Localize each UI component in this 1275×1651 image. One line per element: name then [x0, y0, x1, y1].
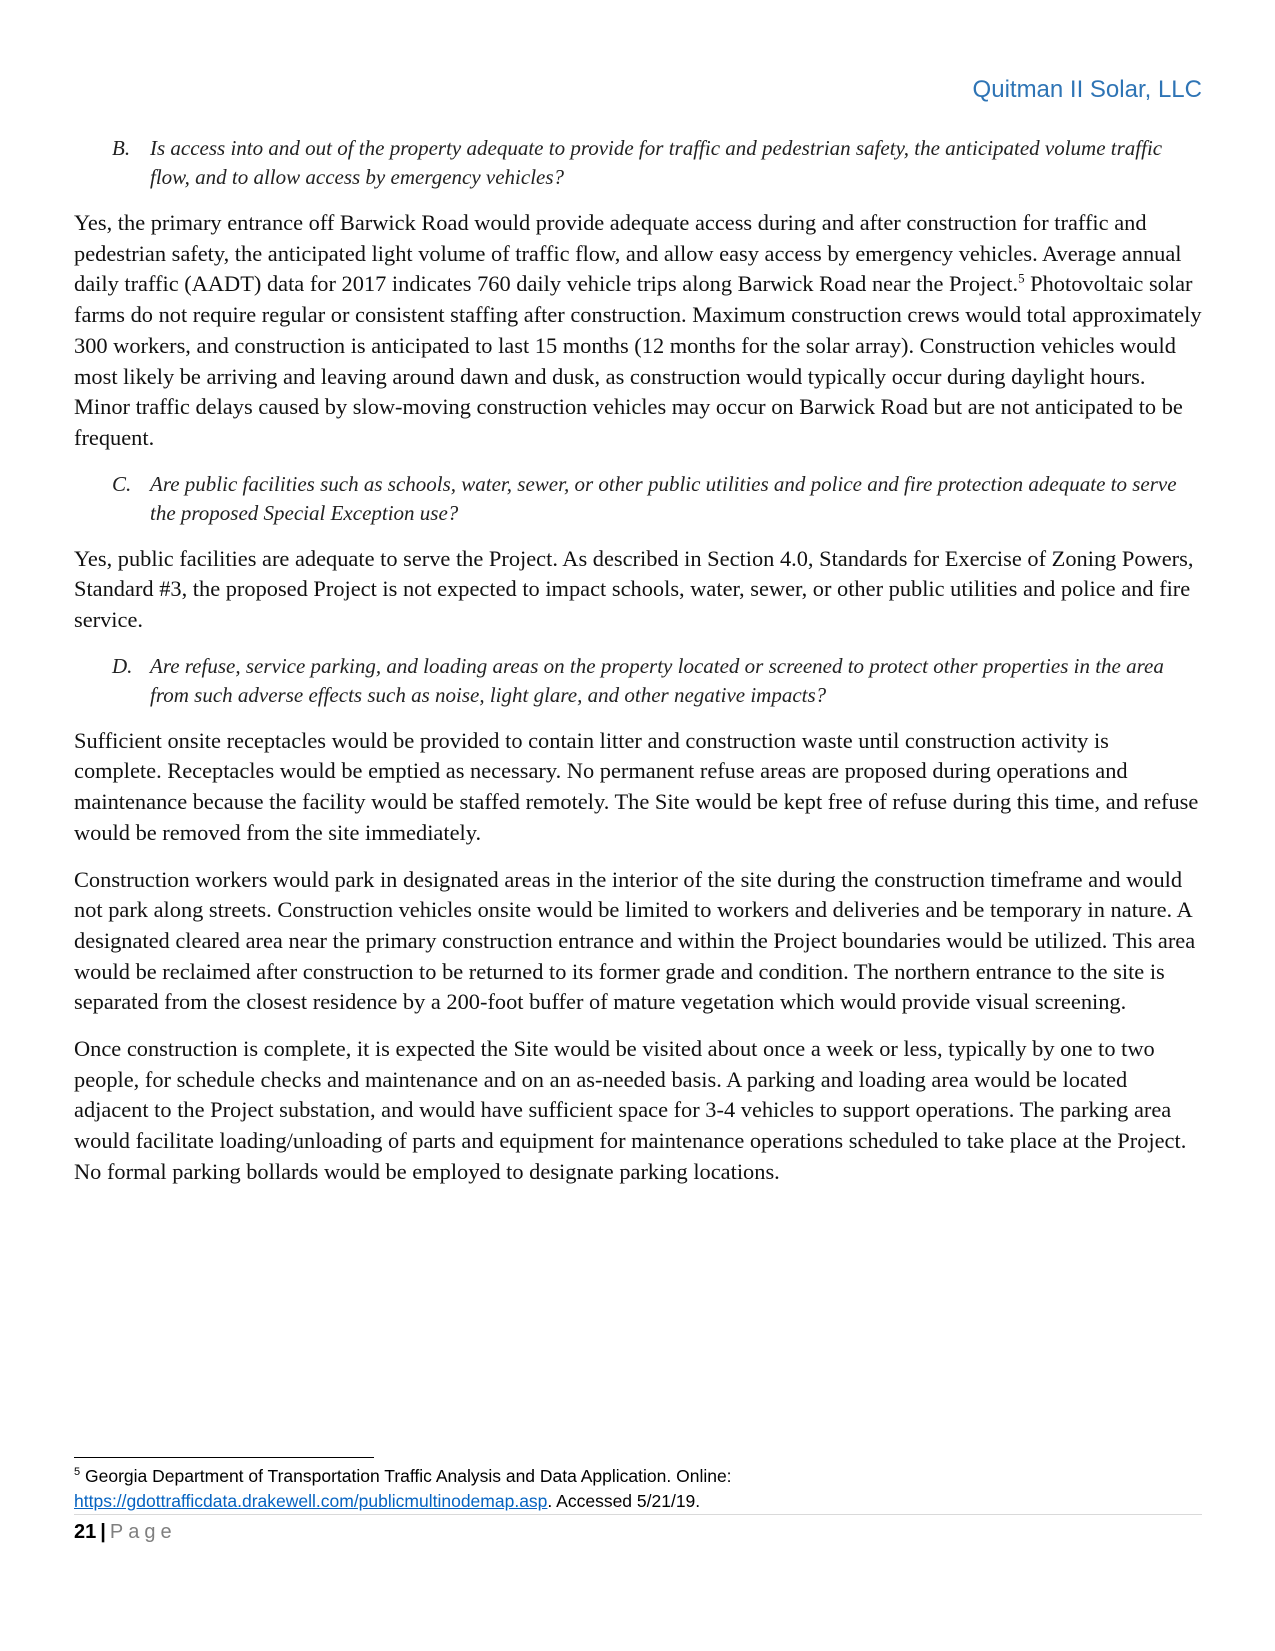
- footnote-reference[interactable]: 5: [1018, 270, 1025, 286]
- answer-paragraph: Yes, public facilities are adequate to serve the Project. As described in Section 4.0, Standards for Exercise of Zoning Powers, Standard #3, the proposed Project is not expected to impact schools, water, sewer, or other public utilities and police and fire service.: [74, 545, 1194, 633]
- footnote-text: Georgia Department of Transportation Traffic Analysis and Data Application. Online:: [80, 1466, 732, 1486]
- answer-paragraph: Construction workers would park in designated areas in the interior of the site during the construction timeframe and would not park along streets. Construction vehicles onsite would be limited to workers and deliveries and be temporary in nature. A designated cleared area near the primary construction entrance and within the Project boundaries would be utilized. This area would be reclaimed after construction to be returned to its former grade and condition. The northern entrance to the site is separated from the closest residence by a 200-foot buffer of mature vegetation which would provide visual screening.: [74, 866, 1196, 1015]
- answer-text: Photovoltaic solar farms do not require regular or consistent staffing after construction. Maximum construction crews would total approximately 300 workers, and construction is anticipated to last 15 months (12 months for the solar array). Construction vehicles would most likely be arriving and leaving around dawn and dusk, as construction would typically occur during daylight hours. Minor traffic delays caused by slow-moving construction vehicles may occur on Barwick Road but are not anticipated to be frequent.: [74, 271, 1202, 450]
- question-c: [74, 470, 1202, 528]
- question-letter: D.: [112, 653, 133, 678]
- question-text: Are public facilities such as schools, water, sewer, or other public utilities and police and fire protection adequate to serve the proposed Special Exception use?: [150, 471, 1177, 525]
- page-footer: [74, 1518, 177, 1546]
- question-d: [74, 652, 1202, 710]
- page-number: 21: [74, 1521, 97, 1543]
- page-label: Page: [109, 1521, 177, 1543]
- footnote-number: 5: [74, 1466, 81, 1479]
- question-text: Are refuse, service parking, and loading areas on the property located or screened to protect other properties in the area from such adverse effects such as noise, light glare, and other negative impacts?: [150, 653, 1164, 707]
- question-letter: C.: [112, 471, 132, 496]
- footer-separator: |: [100, 1521, 106, 1543]
- answer-paragraph: [74, 208, 1202, 454]
- footer-divider: [74, 1514, 1202, 1515]
- answer-text: Yes, the primary entrance off Barwick Road would provide adequate access during and after construction for traffic and pedestrian safety, the anticipated light volume of traffic flow, and allow easy access by emergency vehicles. Average annual daily traffic (AADT) data for 2017 indicates 760 daily vehicle trips along Barwick Road near the Project.: [74, 210, 1182, 297]
- document-body: [74, 134, 1202, 1204]
- question-text: Is access into and out of the property adequate to provide for traffic and pedestrian safety, the anticipated volume traffic flow, and to allow access by emergency vehicles?: [150, 136, 1163, 189]
- question-letter: B.: [112, 136, 131, 160]
- question-b: [74, 134, 1202, 192]
- footnote-accessed: . Accessed 5/21/19.: [547, 1491, 701, 1511]
- answer-paragraph: Sufficient onsite receptacles would be provided to contain litter and construction waste until construction activity is complete. Receptacles would be emptied as necessary. No permanent refuse areas are proposed during operations and maintenance because the facility would be staffed remotely. The Site would be kept free of refuse during this time, and refuse would be removed from the site immediately.: [74, 727, 1199, 845]
- footnote-link[interactable]: https://gdottrafficdata.drakewell.com/publicmultinodemap.asp: [74, 1491, 548, 1511]
- footnote-divider: [74, 1457, 374, 1458]
- document-header-title: Quitman II Solar, LLC: [972, 76, 1202, 103]
- footnote: [74, 1464, 1202, 1514]
- answer-paragraph: Once construction is complete, it is expected the Site would be visited about once a week or less, typically by one to two people, for schedule checks and maintenance and on an as-needed basis. A parking and loading area would be located adjacent to the Project substation, and would have sufficient space for 3-4 vehicles to support operations. The parking area would facilitate loading/unloading of parts and equipment for maintenance operations scheduled to take place at the Project. No formal parking bollards would be employed to designate parking locations.: [74, 1036, 1187, 1184]
